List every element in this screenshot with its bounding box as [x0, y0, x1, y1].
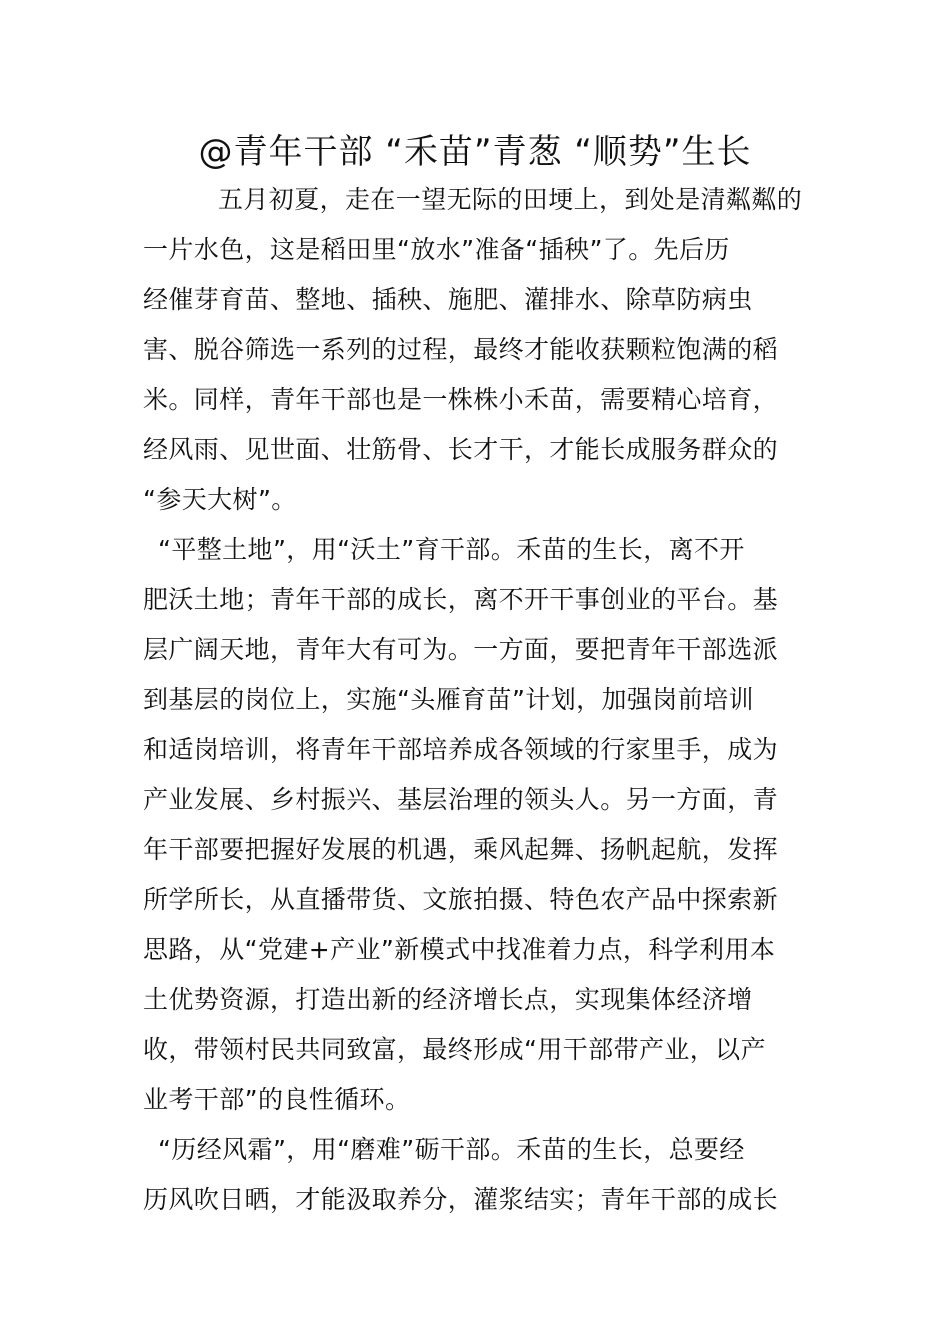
text-line: 所学所长，从直播带货、文旅拍摄、特色农产品中探索新: [143, 885, 779, 914]
text-line: 经催芽育苗、整地、插秧、施肥、灌排水、除草防病虫: [143, 285, 753, 314]
text-line: 五月初夏，走在一望无际的田埂上，到处是清粼粼的: [218, 185, 803, 214]
text-line: 肥沃土地；青年干部的成长，离不开干事创业的平台。基: [143, 585, 779, 614]
text-line: 到基层的岗位上，实施“头雁育苗”计划，加强岗前培训: [143, 685, 754, 714]
text-line: 年干部要把握好发展的机遇，乘风起舞、扬帆起航，发挥: [143, 835, 779, 864]
text-line: 一片水色，这是稻田里“放水”准备“插秧”了。先后历: [143, 235, 730, 264]
text-line: 层广阔天地，青年大有可为。一方面，要把青年干部选派: [143, 635, 779, 664]
text-line: “参天大树”。: [143, 485, 297, 514]
text-line: 害、脱谷筛选一系列的过程，最终才能收获颗粒饱满的稻: [143, 335, 779, 364]
text-line: 土优势资源，打造出新的经济增长点，实现集体经济增: [143, 985, 753, 1014]
text-line: 产业发展、乡村振兴、基层治理的领头人。另一方面，青: [143, 785, 779, 814]
document-title: @青年干部 “禾苗”青葱 “顺势”生长: [198, 132, 752, 172]
text-line: “历经风霜”，用“磨难”砺干部。禾苗的生长，总要经: [158, 1135, 745, 1164]
text-line: 历风吹日晒，才能汲取养分，灌浆结实；青年干部的成长: [143, 1185, 779, 1214]
text-line: 经风雨、见世面、壮筋骨、长才干，才能长成服务群众的: [143, 435, 779, 464]
text-line: 收，带领村民共同致富，最终形成“用干部带产业，以产: [143, 1035, 766, 1064]
text-line: 业考干部”的良性循环。: [143, 1085, 411, 1114]
text-line: 思路，从“党建+产业”新模式中找准着力点，科学利用本: [143, 935, 776, 964]
text-line: “平整土地”，用“沃土”育干部。禾苗的生长，离不开: [158, 535, 745, 564]
text-line: 米。同样，青年干部也是一株株小禾苗，需要精心培育，: [143, 385, 779, 414]
text-line: 和适岗培训，将青年干部培养成各领域的行家里手，成为: [143, 735, 779, 764]
